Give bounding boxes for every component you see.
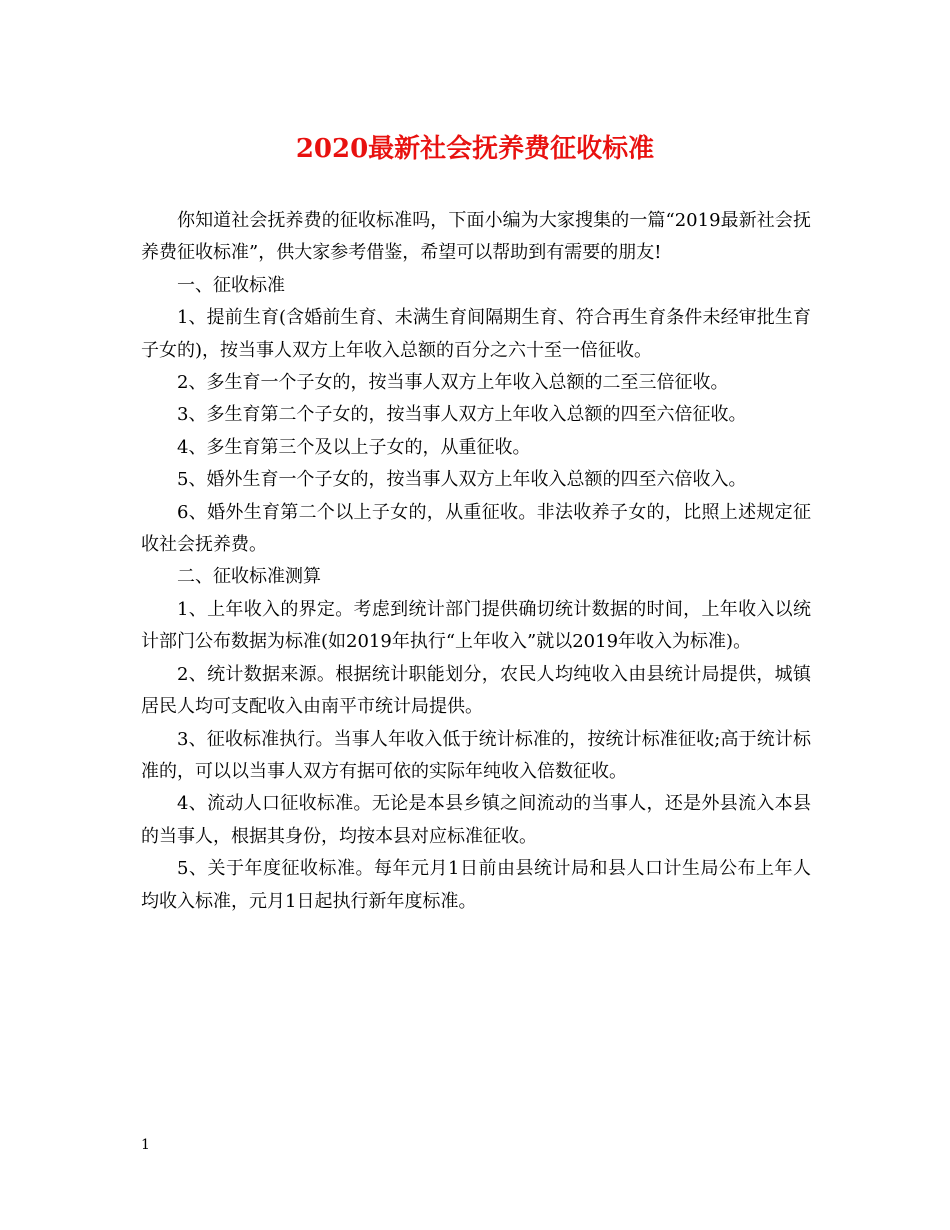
list-item: 1、提前生育(含婚前生育、未满生育间隔期生育、符合再生育条件未经审批生育子女的)，按当事人双方上年收入总额的百分之六十至一倍征收。: [141, 307, 811, 361]
list-item: 6、婚外生育第二个以上子女的，从重征收。非法收养子女的，比照上述规定征收社会抚养费。: [141, 501, 811, 556]
document-body: [141, 205, 811, 918]
section-heading-1: 一、征收标准: [177, 274, 285, 296]
list-item: 5、关于年度征收标准。每年元月1日前由县统计局和县人口计生局公布上年人均收入标准，元月1日起执行新年度标准。: [141, 858, 811, 912]
list-item: 3、多生育第二个子女的，按当事人双方上年收入总额的四至六倍征收。: [177, 404, 747, 426]
list-item: 2、统计数据来源。根据统计职能划分，农民人均纯收入由县统计局提供，城镇居民人均可支配收入由南平市统计局提供。: [141, 663, 811, 718]
list-item: 4、流动人口征收标准。无论是本县乡镇之间流动的当事人，还是外县流入本县的当事人，根据其身份，均按本县对应标准征收。: [141, 793, 811, 847]
list-item: 4、多生育第三个及以上子女的，从重征收。: [177, 436, 531, 458]
page-number: 1: [141, 1137, 150, 1153]
list-item: 2、多生育一个子女的，按当事人双方上年收入总额的二至三倍征收。: [177, 372, 729, 394]
list-item: 3、征收标准执行。当事人年收入低于统计标准的，按统计标准征收;高于统计标准的，可以以当事人双方有据可依的实际年纯收入倍数征收。: [141, 728, 811, 782]
section-heading-2: 二、征收标准测算: [177, 566, 321, 588]
document-title: 2020最新社会抚养费征收标准: [295, 134, 655, 164]
list-item: 5、婚外生育一个子女的，按当事人双方上年收入总额的四至六倍收入。: [177, 469, 747, 491]
intro-paragraph: 你知道社会抚养费的征收标准吗，下面小编为大家搜集的一篇“2019最新社会抚养费征收标准”，供大家参考借鉴，希望可以帮助到有需要的朋友!: [141, 210, 811, 264]
list-item: 1、上年收入的界定。考虑到统计部门提供确切统计数据的时间，上年收入以统计部门公布数据为标准(如2019年执行“上年收入”就以2019年收入为标准)。: [141, 598, 811, 653]
